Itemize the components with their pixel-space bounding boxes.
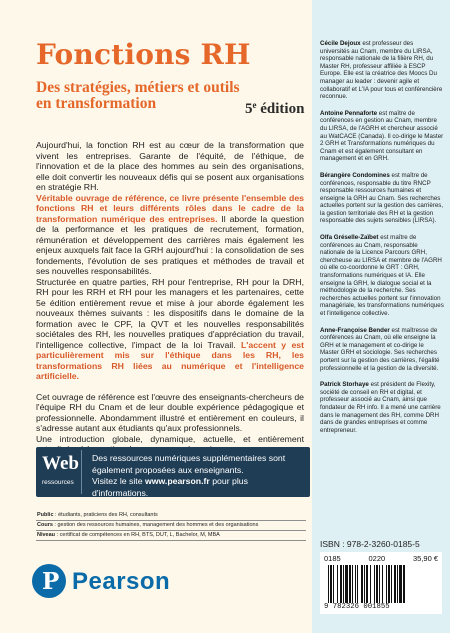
author-bio — [320, 40, 444, 101]
barcode-bar — [352, 565, 353, 603]
barcode-code: 0185 — [324, 554, 341, 563]
barcode-bar — [337, 565, 338, 603]
audience-row-niveau — [36, 531, 306, 541]
author-bio — [320, 234, 444, 318]
website-link[interactable]: www.pearson.fr — [144, 476, 210, 486]
price-label: 35,90 € — [412, 554, 438, 563]
web-resources-badge — [38, 450, 82, 494]
author-bio-text: est maîtresse de conférences au Cnam, où elle enseigne la GRH et le management et co-dirige le Master GRH et sociologie. Ses recherches portent sur la gestion des carrières, l'égalité professionnelle et la gestion de la diversité. — [320, 326, 440, 372]
barcode-bar — [403, 565, 405, 603]
author-name: Anne-Françoise Bender — [320, 326, 390, 334]
isbn-label: ISBN : 978-2-3260-0185-5 — [320, 539, 420, 549]
author-bio-text: est professeur des universités au Cnam, membre du LIRSA, responsable nationale de la filière RH, du Master RH, professeur affiliée à ESCP Europe. Elle est la créatrice des Moocs Du manager au leader : devenir agile et collaboratif et L'IA pour tous et conférencière reconnue. — [320, 40, 443, 101]
barcode-bar — [361, 565, 363, 603]
audience-label: Public — [37, 512, 54, 518]
author-bio-text: est maître de conférences en gestion au Cnam, membre du LIRSA, de l'AGRH et chercheur associé au WatCACE (Canada). Il co-dirige le Master 2 GRH et Transformations numériques du Cnam et est également consultant en management et en GRH. — [320, 109, 444, 163]
web-badge-subtitle: ressources — [42, 479, 74, 486]
web-line-2 — [92, 476, 304, 499]
barcode — [320, 552, 442, 614]
highlight-text: L'accent y est particulièrement mis sur l'éthique dans les RH, les transformations RH liées au numérique et l'intelligence artificielle. — [36, 339, 304, 381]
edition-word: édition — [256, 101, 305, 117]
barcode-bar — [382, 565, 383, 603]
barcode-bar — [391, 565, 392, 603]
barcode-bar — [394, 565, 396, 603]
barcode-bar — [343, 565, 344, 603]
web-resources-box — [36, 447, 310, 497]
description-paragraph: Une introduction globale, dynamique, actuelle, et entièrement — [36, 433, 304, 444]
barcode-bar — [349, 565, 351, 603]
barcode-bar — [355, 565, 356, 603]
barcode-number: 9 782326 001855 — [324, 603, 390, 611]
barcode-bar — [333, 565, 334, 603]
barcode-bar — [328, 565, 329, 603]
description — [36, 140, 304, 455]
audience-row-public — [36, 511, 306, 521]
author-name: Patrick Storhaye — [320, 381, 369, 389]
barcode-bar — [397, 565, 398, 603]
audience-row-cours — [36, 521, 306, 531]
author-bio-text: est président de Flexity, société de conseil en RH et digital, et professeur associé au Cnam, ainsi que fondateur de RH info. Il a mené une carrière dans le management des RH, comme DRH dans de grandes entreprises et comme entrepreneur. — [320, 381, 441, 434]
audience-label: Cours — [37, 522, 53, 528]
audience-table — [36, 511, 306, 541]
barcode-bar — [379, 565, 380, 603]
web-line-1: Des ressources numériques supplémentaires sont également proposées aux enseignants. — [92, 453, 286, 475]
barcode-bar — [399, 565, 402, 603]
audience-value: : certificat de compétences en RH, BTS, DUT, L, Bachelor, M, MBA — [55, 532, 220, 538]
web-resources-text — [92, 453, 304, 499]
description-paragraph: Cet ouvrage de référence est l'œuvre des enseignants-chercheurs de l'équipe RH du Cnam et de leur double expérience pédagogique et professionnelle. Abondamment illustré et entièrement en couleurs, il s'adresse autant aux étudiants qu'aux professionnels. — [36, 391, 304, 433]
audience-value: : étudiants, praticiens des RH, consultants — [53, 512, 158, 518]
barcode-bar — [330, 565, 332, 603]
barcode-bar — [366, 565, 368, 603]
barcode-bar — [345, 565, 348, 603]
author-name: Cécile Dejoux — [320, 40, 361, 47]
authors-list — [320, 40, 444, 443]
barcode-bar — [364, 565, 365, 603]
barcode-bar — [357, 565, 358, 603]
edition-label — [245, 100, 304, 118]
author-bio — [320, 381, 444, 434]
description-paragraph — [36, 193, 304, 277]
barcode-bar — [370, 565, 371, 603]
description-paragraph — [36, 277, 304, 382]
paragraph-gap — [36, 382, 304, 392]
highlight-text: Véritable ouvrage de référence, ce livre présente l'ensemble des fonctions RH et leurs différents rôles dans le cadre de la transformation numérique des entreprises. — [36, 192, 304, 224]
author-bio — [320, 110, 444, 163]
logo-letter: P — [42, 568, 60, 595]
pearson-logo-icon — [32, 564, 66, 598]
web-line-suffix: pour plus d'informations. — [92, 476, 248, 498]
barcode-bar — [386, 565, 387, 603]
author-bio-text: est maître de conférences au Cnam, responsable nationale de la Licence Parcours GRH, chercheuse au LIRSA et membre de l'AGRH où elle co-coordonne le GRT : GRH, transformations numériques et IA. Elle enseigne la GRH, le dialogue social et la méthodologie de la recherche. Ses recherches actuelles portent sur l'innovation managériale, les transformations numériques et l'intelligence collective. — [320, 234, 444, 317]
book-subtitle: Des stratégies, métiers et outils en transformation — [36, 79, 240, 112]
barcode-codes — [324, 554, 438, 563]
author-bio — [320, 327, 444, 373]
book-title: Fonctions RH — [36, 38, 251, 71]
web-line-prefix: Visitez le site — [92, 476, 145, 486]
author-bio — [320, 172, 444, 225]
author-bio-text: est maître de conférences, responsable du titre RNCP responsable ressources humaines et enseigne la GRH au Cnam. Ses recherches actuelles portent sur la gestion des carrières, la gestion territoriale des RH et la gestion responsable des sujets sensibles (LIRSA). — [320, 171, 444, 225]
author-name: Bérangère Condomines — [320, 171, 390, 179]
barcode-bar — [340, 565, 342, 603]
edition-number: 5 — [245, 101, 253, 117]
audience-value: : gestion des ressources humaines, management des hommes et des organisations — [52, 522, 259, 528]
edition-sup: e — [252, 100, 257, 110]
audience-label: Niveau — [37, 532, 56, 538]
author-name: Olfa Gréselle-Zaïbet — [320, 234, 379, 242]
description-text: Il aborde la question de la performance et les pratiques de recrutement, formation, rémunération et développement des carrières mais également les enjeux auxquels fait face la GRH aujourd'hui : la consolidation de ses fondements, l'évolution de ses pratiques et méthodes de travail et ses nouvelles responsabilités. — [36, 213, 304, 276]
barcode-bars-icon — [328, 565, 434, 603]
author-name: Antoine Pennaforte — [320, 109, 378, 117]
description-paragraph: Aujourd'hui, la fonction RH est au cœur de la transformation que vivent les entreprises. Garante de l'équité, de l'éthique, de l'innovation et de la place des hommes au sein des organisations, elle doit convertir les nouveaux défis qui se posent aux organisations en stratégie RH. — [36, 140, 304, 192]
web-badge-title: Web — [42, 453, 79, 474]
publisher-name: Pearson — [72, 568, 171, 595]
description-text: Structurée en quatre parties, RH pour l'entreprise, RH pour la DRH, RH pour les RRH et RH pour les managers et les partenaires, cette 5e édition entièrement revue et mise à jour aborde également les nouveaux thèmes suivants : les dispositifs dans le domaine de la formation avec le CPF, la QVT et les nouvelles responsabilités sociétales des RH, les nouvelles pratiques d'appréciation du travail, l'intelligence collective, l'impact de la loi Travail. — [36, 276, 304, 350]
barcode-bar — [388, 565, 390, 603]
barcode-bar — [376, 565, 378, 603]
barcode-bar — [374, 565, 375, 603]
barcode-code: 0220 — [368, 554, 386, 563]
